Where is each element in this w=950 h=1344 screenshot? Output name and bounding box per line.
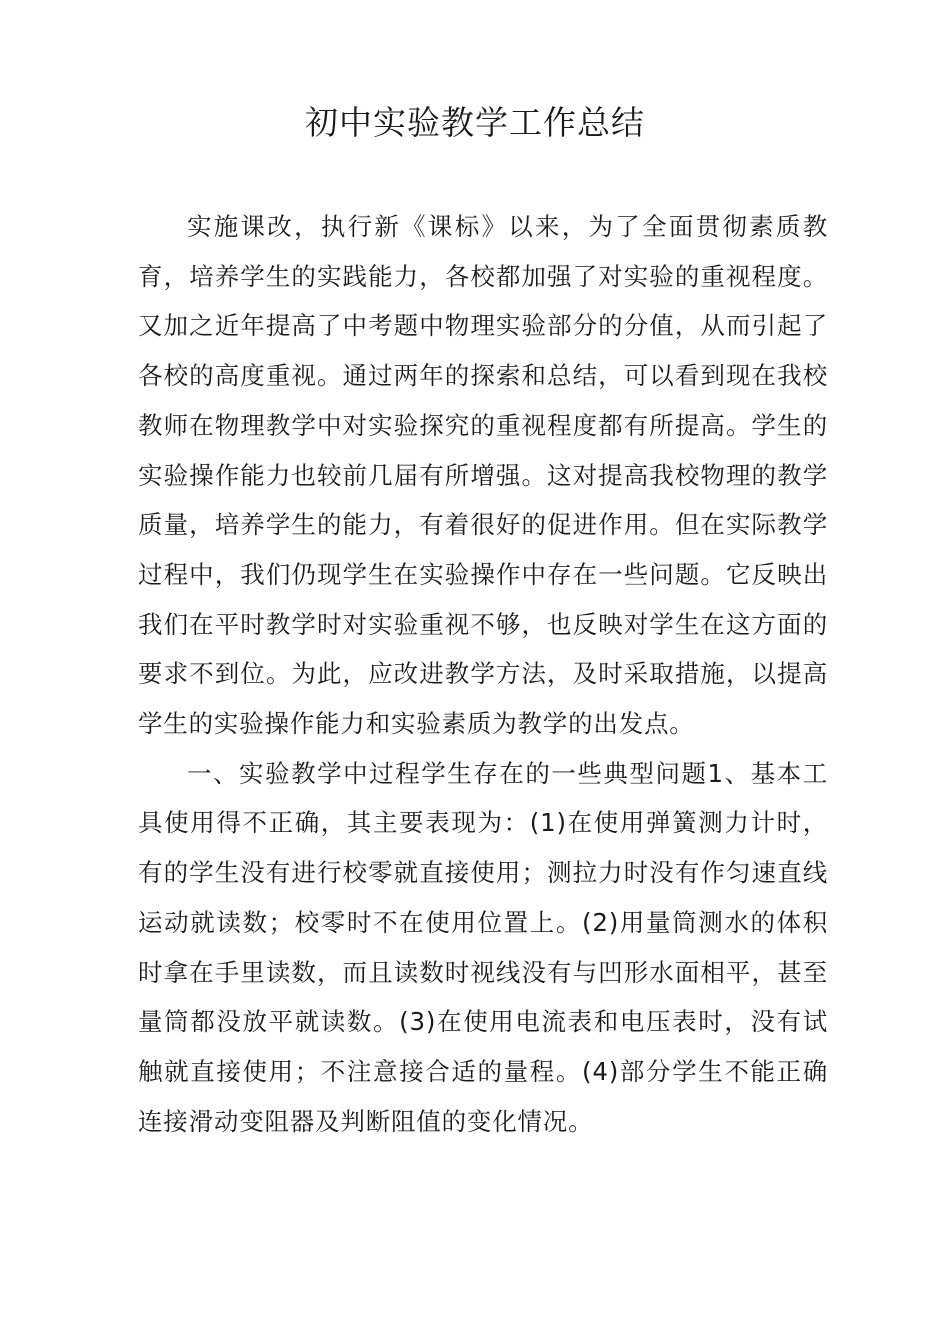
document-title: 初中实验教学工作总结 bbox=[305, 103, 645, 142]
document-body bbox=[138, 202, 828, 1146]
paragraph-problems: 一、实验教学中过程学生存在的一些典型问题1、基本工具使用得不正确，其主要表现为：(1)在使用弹簧测力计时，有的学生没有进行校零就直接使用；测拉力时没有作匀速直线运动就读数；校零时不在使用位置上。(2)用量筒测水的体积时拿在手里读数，而且读数时视线没有与凹形水面相平，甚至量筒都没放平就读数。(3)在使用电流表和电压表时，没有试触就直接使用；不注意接合适的量程。(4)部分学生不能正确连接滑动变阻器及判断阻值的变化情况。 bbox=[138, 758, 828, 1136]
paragraph-intro: 实施课改，执行新《课标》以来，为了全面贯彻素质教育，培养学生的实践能力，各校都加强了对实验的重视程度。又加之近年提高了中考题中物理实验部分的分值，从而引起了各校的高度重视。通过两年的探索和总结，可以看到现在我校教师在物理教学中对实验探究的重视程度都有所提高。学生的实验操作能力也较前几届有所增强。这对提高我校物理的教学质量，培养学生的能力，有着很好的促进作用。但在实际教学过程中，我们仍现学生在实验操作中存在一些问题。它反映出我们在平时教学时对实验重视不够，也反映对学生在这方面的要求不到位。为此，应改进教学方法，及时采取措施，以提高学生的实验操作能力和实验素质为教学的出发点。 bbox=[138, 212, 828, 739]
